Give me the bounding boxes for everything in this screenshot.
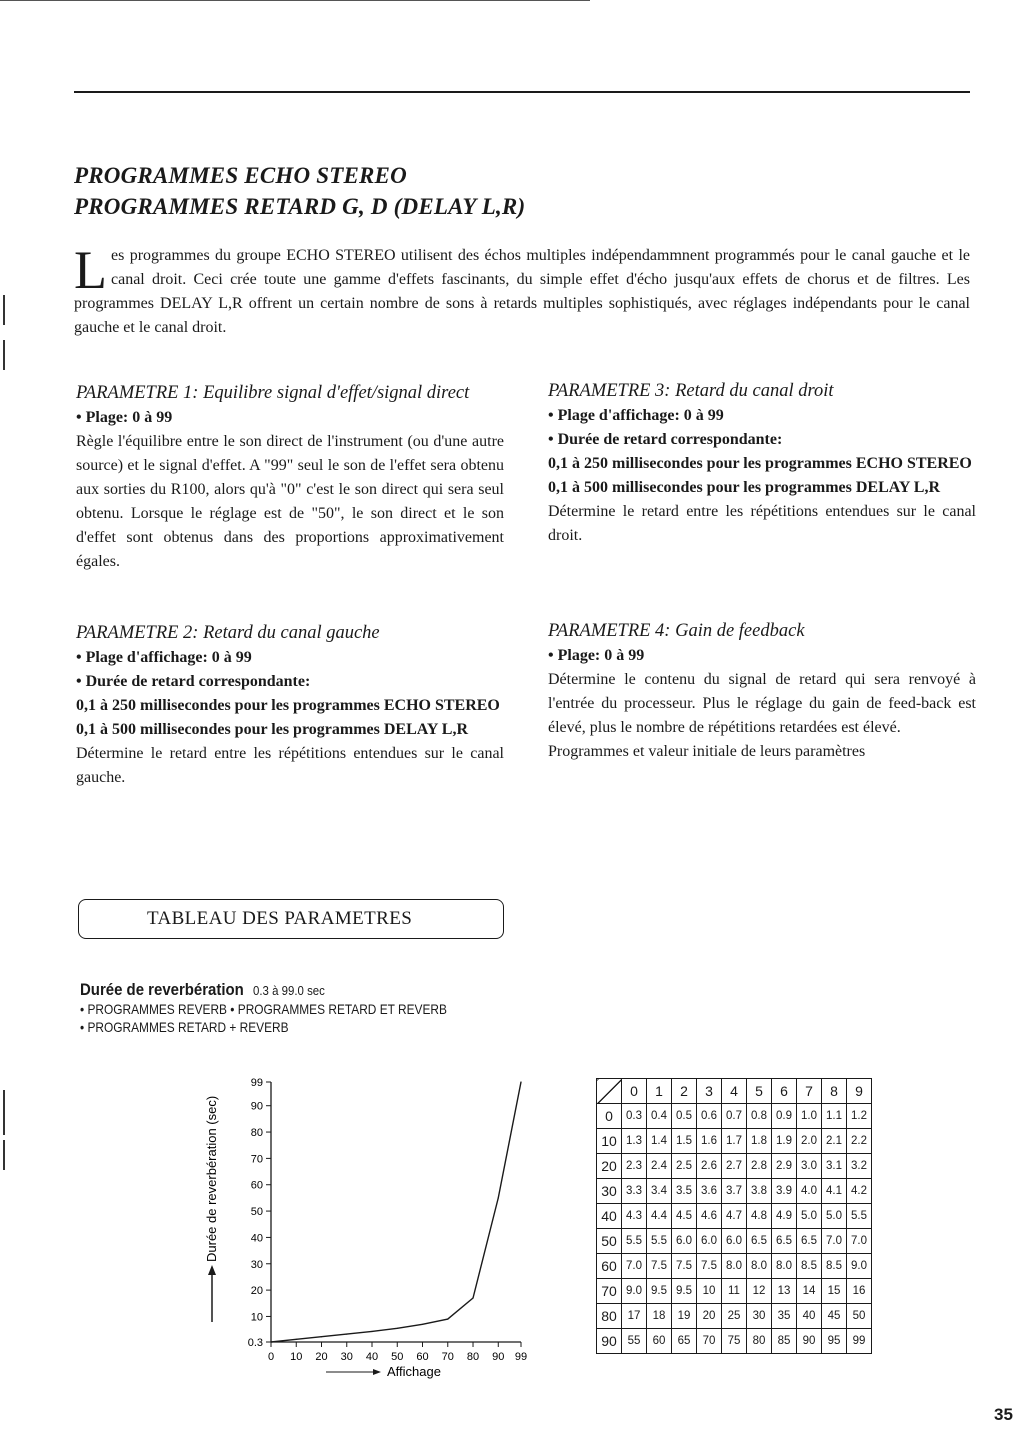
drop-cap: L	[74, 240, 107, 300]
table-cell: 0.6	[697, 1104, 722, 1129]
table-column-header: 3	[697, 1079, 722, 1104]
table-cell: 3.5	[672, 1179, 697, 1204]
table-cell: 4.2	[847, 1179, 872, 1204]
x-tick-label: 40	[365, 1351, 379, 1363]
table-cell: 11	[722, 1279, 747, 1304]
table-cell: 4.8	[747, 1204, 772, 1229]
table-cell: 14	[797, 1279, 822, 1304]
table-cell: 2.5	[672, 1154, 697, 1179]
table-cell: 3.9	[772, 1179, 797, 1204]
table-cell: 1.0	[797, 1104, 822, 1129]
table-cell: 1.5	[672, 1129, 697, 1154]
table-cell: 40	[797, 1304, 822, 1329]
table-cell: 2.3	[622, 1154, 647, 1179]
table-cell: 0.5	[672, 1104, 697, 1129]
table-row	[597, 1204, 872, 1229]
table-cell: 8.0	[747, 1254, 772, 1279]
x-tick-label: 60	[416, 1351, 429, 1363]
data-point	[371, 1331, 372, 1332]
parameter-4-heading: PARAMETRE 4: Gain de feedback	[548, 621, 805, 641]
table-column-header: 2	[672, 1079, 697, 1104]
table-cell: 5.0	[797, 1204, 822, 1229]
reverb-title: Durée de reverbération	[80, 980, 244, 999]
table-cell: 8.0	[722, 1254, 747, 1279]
table-cell: 0.3	[622, 1104, 647, 1129]
parameter-table-title-box	[78, 899, 504, 939]
parameter-3-delay-range: 0,1 à 500 millisecondes pour les programmes DELAY L,R	[548, 479, 941, 496]
table-row	[597, 1304, 872, 1329]
table-column-header: 8	[822, 1079, 847, 1104]
table-cell: 25	[722, 1304, 747, 1329]
table-cell: 2.2	[847, 1129, 872, 1154]
table-cell: 2.7	[722, 1154, 747, 1179]
data-point	[422, 1324, 423, 1325]
y-tick-label: 99	[250, 1077, 263, 1089]
table-row-header: 10	[597, 1129, 622, 1154]
table-cell: 4.6	[697, 1204, 722, 1229]
y-tick-label: 60	[250, 1179, 263, 1192]
table-cell: 3.0	[797, 1154, 822, 1179]
y-tick-label: 40	[250, 1232, 263, 1245]
data-point	[447, 1318, 448, 1319]
table-cell: 1.4	[647, 1129, 672, 1154]
parameter-2-section	[76, 620, 504, 790]
table-cell: 17	[622, 1304, 647, 1329]
reverb-section-header	[80, 980, 512, 1036]
table-cell: 3.8	[747, 1179, 772, 1204]
x-tick-label: 30	[340, 1351, 353, 1363]
y-tick-label: 10	[250, 1311, 263, 1324]
table-cell: 7.5	[697, 1254, 722, 1279]
x-arrow-icon	[373, 1369, 381, 1375]
table-row-header: 90	[597, 1329, 622, 1354]
table-row-header: 50	[597, 1229, 622, 1254]
y-tick-label: 50	[250, 1206, 263, 1219]
table-cell: 1.8	[747, 1129, 772, 1154]
table-column-header: 1	[647, 1079, 672, 1104]
data-point	[296, 1339, 297, 1340]
table-cell: 30	[747, 1304, 772, 1329]
table-cell: 8.0	[772, 1254, 797, 1279]
parameter-2-delay-label: • Durée de retard correspondante:	[76, 673, 311, 690]
parameter-2-description: Détermine le retard entre les répétitions entendues sur le canal gauche.	[76, 745, 504, 786]
table-cell: 55	[622, 1329, 647, 1354]
table-cell: 6.5	[772, 1229, 797, 1254]
parameter-2-heading: PARAMETRE 2: Retard du canal gauche	[76, 623, 380, 643]
reverb-curve	[271, 1082, 521, 1342]
table-cell: 16	[847, 1279, 872, 1304]
table-cell: 3.6	[697, 1179, 722, 1204]
parameter-3-range: • Plage d'affichage: 0 à 99	[548, 407, 724, 424]
x-tick-label: 20	[315, 1351, 328, 1363]
table-row-header: 70	[597, 1279, 622, 1304]
table-cell: 7.0	[847, 1229, 872, 1254]
table-cell: 99	[847, 1329, 872, 1354]
table-row	[597, 1179, 872, 1204]
data-point	[498, 1197, 499, 1198]
table-cell: 6.5	[797, 1229, 822, 1254]
y-tick-label: 80	[250, 1127, 263, 1140]
x-tick-label: 70	[441, 1351, 454, 1363]
parameter-2-echo-range: 0,1 à 250 millisecondes pour les programmes ECHO STEREO	[76, 697, 500, 714]
y-tick-label: 90	[250, 1100, 263, 1113]
parameter-3-heading: PARAMETRE 3: Retard du canal droit	[548, 381, 834, 401]
y-arrow-icon	[208, 1265, 216, 1275]
table-cell: 9.0	[622, 1279, 647, 1304]
table-corner	[597, 1079, 622, 1104]
parameter-4-section	[548, 618, 976, 764]
table-cell: 20	[697, 1304, 722, 1329]
data-point	[270, 1341, 271, 1342]
parameter-3-delay-label: • Durée de retard correspondante:	[548, 431, 783, 448]
page-number: 35	[994, 1405, 1013, 1424]
table-row-header: 0	[597, 1104, 622, 1129]
table-cell: 1.7	[722, 1129, 747, 1154]
table-cell: 6.0	[722, 1229, 747, 1254]
table-cell: 5.0	[822, 1204, 847, 1229]
table-cell: 2.1	[822, 1129, 847, 1154]
table-cell: 13	[772, 1279, 797, 1304]
table-cell: 95	[822, 1329, 847, 1354]
table-cell: 8.5	[822, 1254, 847, 1279]
parameter-2-delay-range: 0,1 à 500 millisecondes pour les programmes DELAY L,R	[76, 721, 469, 738]
table-column-header: 5	[747, 1079, 772, 1104]
y-tick-label: 0.3	[247, 1337, 263, 1349]
table-column-header: 7	[797, 1079, 822, 1104]
table-cell: 2.8	[747, 1154, 772, 1179]
table-cell: 9.5	[672, 1279, 697, 1304]
table-cell: 15	[822, 1279, 847, 1304]
parameter-4-range: • Plage: 0 à 99	[548, 647, 645, 664]
parameter-2-range: • Plage d'affichage: 0 à 99	[76, 649, 252, 666]
table-cell: 7.0	[822, 1229, 847, 1254]
table-cell: 3.4	[647, 1179, 672, 1204]
reverb-time-chart	[196, 1072, 546, 1382]
table-cell: 3.2	[847, 1154, 872, 1179]
scan-mark	[3, 1090, 5, 1135]
y-tick-label: 70	[250, 1153, 263, 1166]
data-point	[397, 1328, 398, 1329]
data-point	[472, 1297, 473, 1298]
table-cell: 1.6	[697, 1129, 722, 1154]
table-cell: 2.0	[797, 1129, 822, 1154]
table-cell: 5.5	[622, 1229, 647, 1254]
table-cell: 2.9	[772, 1154, 797, 1179]
table-cell: 35	[772, 1304, 797, 1329]
table-cell: 3.7	[722, 1179, 747, 1204]
table-cell: 0.7	[722, 1104, 747, 1129]
parameter-3-echo-range: 0,1 à 250 millisecondes pour les programmes ECHO STEREO	[548, 455, 972, 472]
table-cell: 9.0	[847, 1254, 872, 1279]
table-column-header: 6	[772, 1079, 797, 1104]
table-row-header: 80	[597, 1304, 622, 1329]
intro-text: es programmes du groupe ECHO STEREO utilisent des échos multiples indépendammnent programmés pour le canal gauche et le canal droit. Ceci crée toute une gamme d'effets fascinants, du simple effet d'écho jusqu'aux effets de chorus et de filtres. Les programmes DELAY L,R offrent un certain nombre de sons à retards multiples sophistiqués, avec réglages indépendants pour le canal gauche et le canal droit.	[74, 247, 970, 336]
x-tick-label: 50	[391, 1351, 404, 1363]
table-cell: 4.7	[722, 1204, 747, 1229]
table-cell: 70	[697, 1329, 722, 1354]
table-row	[597, 1329, 872, 1354]
table-row	[597, 1254, 872, 1279]
table-cell: 6.0	[697, 1229, 722, 1254]
table-cell: 90	[797, 1329, 822, 1354]
table-cell: 1.1	[822, 1104, 847, 1129]
x-axis-label: Affichage	[387, 1364, 441, 1379]
table-cell: 18	[647, 1304, 672, 1329]
table-cell: 7.5	[672, 1254, 697, 1279]
table-cell: 4.1	[822, 1179, 847, 1204]
page-title: PROGRAMMES ECHO STEREO	[74, 163, 407, 188]
table-cell: 75	[722, 1329, 747, 1354]
table-cell: 80	[747, 1329, 772, 1354]
table-cell: 1.9	[772, 1129, 797, 1154]
table-cell: 65	[672, 1329, 697, 1354]
table-cell: 45	[822, 1304, 847, 1329]
table-cell: 4.0	[797, 1179, 822, 1204]
top-divider	[74, 91, 970, 93]
table-cell: 2.6	[697, 1154, 722, 1179]
table-column-header: 4	[722, 1079, 747, 1104]
intro-paragraph	[74, 240, 970, 340]
scan-mark	[3, 340, 5, 370]
x-tick-label: 0	[267, 1351, 275, 1363]
table-column-header: 9	[847, 1079, 872, 1104]
scan-mark	[3, 295, 5, 325]
reverb-programs-line-2: • PROGRAMMES RETARD + REVERB	[80, 1019, 289, 1035]
data-point	[520, 1081, 521, 1082]
table-cell: 19	[672, 1304, 697, 1329]
parameter-4-note: Programmes et valeur initiale de leurs paramètres	[548, 743, 866, 760]
table-cell: 10	[697, 1279, 722, 1304]
table-cell: 8.5	[797, 1254, 822, 1279]
table-cell: 1.2	[847, 1104, 872, 1129]
table-column-header: 0	[622, 1079, 647, 1104]
table-cell: 4.9	[772, 1204, 797, 1229]
table-cell: 6.0	[672, 1229, 697, 1254]
table-row	[597, 1104, 872, 1129]
parameter-1-description: Règle l'équilibre entre le son direct de l'instrument (ou d'une autre source) et le signal d'effet. A "99" seul le son de l'effet sera obtenu aux sorties du R100, alors qu'à "0" c'est le son direct qui sera seul obtenu. Lorsque le réglage est de "50", le son direct et le son d'effet sont obtenus dans des proportions approximativement égales.	[76, 433, 504, 570]
reverb-programs-line-1: • PROGRAMMES REVERB • PROGRAMMES RETARD ET REVERB	[80, 1001, 447, 1017]
parameter-4-description: Détermine le contenu du signal de retard qui sera renvoyé à l'entrée du processeur. Plus le réglage du gain de feed-back est élevé, plus le nombre de répétitions retardées est élevé.	[548, 671, 976, 736]
table-row	[597, 1229, 872, 1254]
table-cell: 0.9	[772, 1104, 797, 1129]
scan-mark	[3, 1140, 5, 1170]
table-cell: 85	[772, 1329, 797, 1354]
table-row-header: 30	[597, 1179, 622, 1204]
x-tick-label: 99	[514, 1351, 528, 1363]
table-cell: 50	[847, 1304, 872, 1329]
table-cell: 12	[747, 1279, 772, 1304]
table-cell: 5.5	[847, 1204, 872, 1229]
table-row	[597, 1129, 872, 1154]
table-row-header: 20	[597, 1154, 622, 1179]
table-cell: 2.4	[647, 1154, 672, 1179]
table-cell: 9.5	[647, 1279, 672, 1304]
table-cell: 7.0	[622, 1254, 647, 1279]
header-rule	[0, 0, 590, 1]
table-row	[597, 1154, 872, 1179]
table-cell: 4.3	[622, 1204, 647, 1229]
y-tick-label: 20	[250, 1285, 263, 1298]
parameter-3-section	[548, 378, 976, 548]
parameter-1-heading: PARAMETRE 1: Equilibre signal d'effet/signal direct	[76, 383, 470, 403]
table-cell: 60	[647, 1329, 672, 1354]
table-cell: 3.3	[622, 1179, 647, 1204]
table-cell: 5.5	[647, 1229, 672, 1254]
table-row	[597, 1279, 872, 1304]
x-tick-label: 80	[466, 1351, 480, 1363]
table-cell: 4.4	[647, 1204, 672, 1229]
table-cell: 0.4	[647, 1104, 672, 1129]
parameter-1-section	[76, 380, 504, 574]
reverb-time-table	[596, 1078, 872, 1354]
data-point	[346, 1333, 347, 1334]
data-point	[321, 1336, 322, 1337]
parameter-table-title: TABLEAU DES PARAMETRES	[147, 908, 413, 929]
table-header-row	[597, 1079, 872, 1104]
y-tick-label: 30	[250, 1258, 263, 1271]
parameter-3-description: Détermine le retard entre les répétitions entendues sur le canal droit.	[548, 503, 976, 544]
x-tick-label: 10	[290, 1351, 303, 1363]
y-axis-label: Durée de reverbération (sec)	[204, 1095, 219, 1262]
page-subtitle: PROGRAMMES RETARD G, D (DELAY L,R)	[74, 194, 526, 219]
table-row-header: 60	[597, 1254, 622, 1279]
table-cell: 3.1	[822, 1154, 847, 1179]
parameter-1-range: • Plage: 0 à 99	[76, 409, 173, 426]
table-cell: 6.5	[747, 1229, 772, 1254]
x-tick-label: 90	[492, 1351, 505, 1363]
reverb-range: 0.3 à 99.0 sec	[252, 983, 325, 998]
table-cell: 7.5	[647, 1254, 672, 1279]
table-cell: 1.3	[622, 1129, 647, 1154]
table-cell: 4.5	[672, 1204, 697, 1229]
table-cell: 0.8	[747, 1104, 772, 1129]
table-row-header: 40	[597, 1204, 622, 1229]
